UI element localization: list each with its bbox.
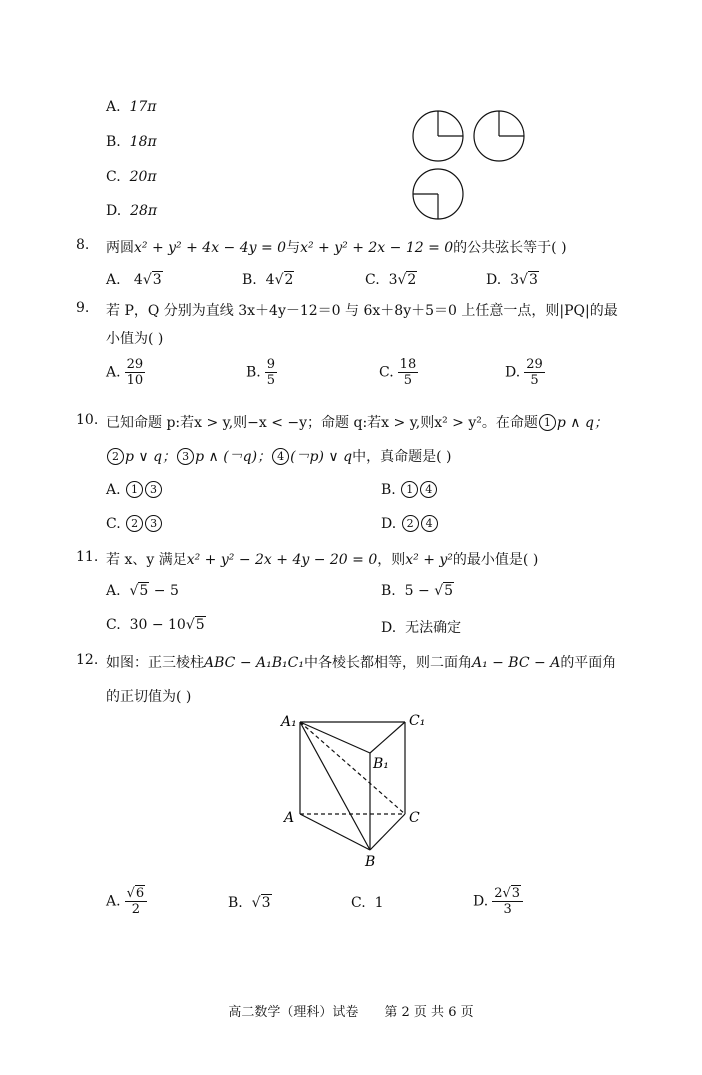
q7-option-c: C. 20π: [106, 169, 157, 185]
q8-stem: 两圆x² + y² + 4x − 4y = 0与x² + y² + 2x − 12 = 0的公共弦长等于( ): [106, 240, 567, 256]
q8-number: 8.: [76, 237, 90, 253]
q7-option-b: B. 18π: [106, 134, 157, 150]
q8-option-d: D. 3√3: [486, 272, 538, 288]
q9-option-a: A. $\frac{29}{10}$: [106, 357, 144, 388]
q12-option-c: C. 1: [351, 895, 384, 911]
label-b1: B₁: [373, 756, 389, 772]
q12-option-a: A. $\frac{√6}{2}$: [106, 886, 147, 917]
q9-line1: 若 P，Q 分别为直线 3x＋4y－12＝0 与 6x＋8y＋5＝0 上任意一点，则|PQ|的最: [106, 303, 618, 319]
q10-option-b: B. 1 4: [381, 481, 438, 498]
q7-option-d: D. 28π: [106, 203, 158, 219]
page-footer: 高二数学（理科）试卷 第 2 页 共 6 页: [228, 1005, 474, 1020]
q7-option-a: A. 17π: [106, 99, 157, 115]
prism-figure: [278, 708, 438, 868]
q12-number: 12.: [76, 652, 99, 668]
q10-number: 10.: [76, 412, 99, 428]
q10-option-a: A. 1 3: [106, 481, 163, 498]
q10-line2: 2 p ∨ q； 3 p ∧ (￢q)； 4 (￢p) ∨ q中，真命题是( ): [106, 446, 451, 466]
q11-stem: 若 x、y 满足x² + y² − 2x + 4y − 20 = 0，则x² + y²的最小值是( ): [106, 552, 539, 568]
q9-option-c: C. $\frac{18}{5}$: [379, 357, 417, 388]
q10-line1: 已知命题 p:若x > y,则−x < −y；命题 q:若x > y,则x² > y²。在命题 1 p ∧ q；: [106, 415, 608, 431]
label-a: A: [284, 810, 295, 826]
q12-option-d: D. $\frac{2√3}{3}$: [473, 886, 523, 917]
q11-option-a: A. √5 − 5: [106, 583, 179, 599]
q11-number: 11.: [76, 549, 99, 565]
q11-option-c: C. 30 − 10√5: [106, 617, 205, 633]
label-b: B: [365, 854, 376, 868]
label-c1: C₁: [409, 713, 426, 729]
label-a1: A₁: [281, 714, 297, 730]
q9-number: 9.: [76, 300, 90, 316]
q10-option-c: C. 2 3: [106, 515, 163, 532]
q9-line2: 小值为( ): [106, 331, 164, 347]
three-view-figure: [405, 105, 535, 225]
q8-option-c: C. 3√2: [365, 272, 417, 288]
q12-line1: 如图：正三棱柱ABC − A₁B₁C₁中各棱长都相等，则二面角A₁ − BC − A的平面角: [106, 655, 617, 671]
q10-option-d: D. 2 4: [381, 515, 439, 532]
q8-option-b: B. 4√2: [242, 272, 294, 288]
q12-line2: 的正切值为( ): [106, 689, 192, 705]
q9-option-b: B. $\frac{9}{5}$: [246, 357, 276, 388]
q9-option-d: D. $\frac{29}{5}$: [505, 357, 543, 388]
q11-option-b: B. 5 − √5: [381, 583, 454, 599]
q8-option-a: A. 4√3: [106, 272, 162, 288]
q12-option-b: B. √3: [228, 895, 271, 911]
label-c: C: [409, 810, 420, 826]
q11-option-d: D. 无法确定: [381, 620, 462, 636]
